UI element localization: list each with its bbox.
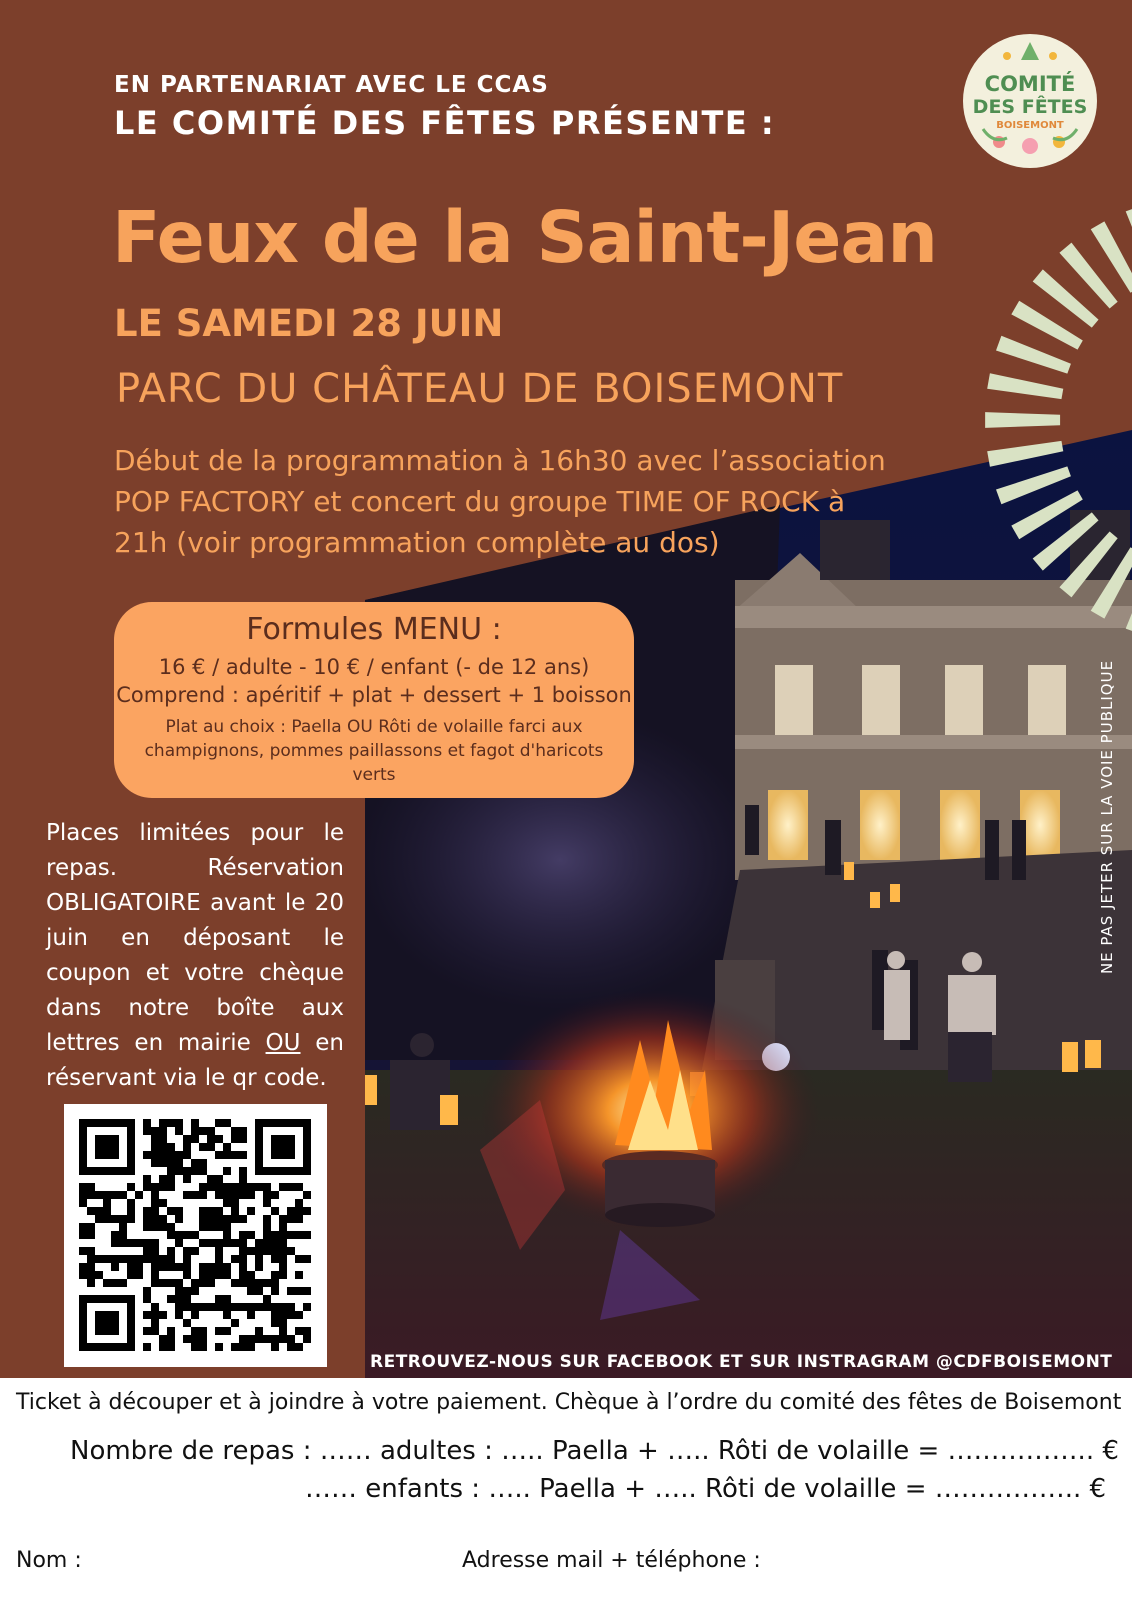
- social-media-line: RETROUVEZ-NOUS SUR FACEBOOK ET SUR INSTRAGRAM @CDFBOISEMONT: [370, 1352, 1113, 1372]
- sunburst-ray: [985, 412, 1060, 428]
- ticket-name-label: Nom :: [16, 1548, 82, 1573]
- sunburst-ray: [996, 336, 1071, 374]
- ticket-intro: Ticket à découper et à joindre à votre paiement. Chèque à l’ordre du comité des fêtes de Boisemont: [16, 1390, 1122, 1415]
- reservation-info: [46, 816, 344, 1096]
- menu-title: Formules MENU :: [246, 612, 502, 647]
- event-title: Feux de la Saint-Jean: [112, 196, 937, 279]
- menu-includes: Comprend : apéritif + plat + dessert + 1 boisson: [116, 683, 632, 707]
- program-description: Début de la programmation à 16h30 avec l’association POP FACTORY et concert du groupe TIME OF ROCK à 21h (voir programmation complète au dos): [114, 444, 886, 559]
- menu-box: [114, 602, 634, 798]
- qr-code-pattern: [64, 1104, 327, 1367]
- sunburst-ray: [987, 373, 1063, 399]
- logo-line2: DES FÊTES: [972, 96, 1088, 118]
- ticket-contact-label: Adresse mail + téléphone :: [462, 1548, 761, 1573]
- event-place: PARC DU CHÂTEAU DE BOISEMONT: [116, 366, 844, 412]
- logo-line1: COMITÉ: [984, 72, 1076, 96]
- ticket-line-adults: Nombre de repas : …… adultes : ….. Paella + ….. Rôti de volaille = …………….. €: [70, 1436, 1119, 1466]
- logo-line3: BOISEMONT: [996, 120, 1064, 131]
- reservation-qr-code[interactable]: [64, 1104, 327, 1367]
- ticket-line-children: …… enfants : ….. Paella + ….. Rôti de volaille = …………….. €: [305, 1474, 1107, 1504]
- reservation-text-after: en réservant via le qr code.: [46, 1030, 344, 1091]
- menu-prices: 16 € / adulte - 10 € / enfant (- de 12 ans): [158, 655, 590, 679]
- presents-line: LE COMITÉ DES FÊTES PRÉSENTE :: [114, 104, 776, 142]
- sunburst-ray: [996, 466, 1071, 504]
- reservation-text-before: Places limitées pour le repas. Réservation OBLIGATOIRE avant le 20 juin en déposant le coupon et votre chèque dans notre boîte aux lettres en mairie: [46, 820, 344, 1056]
- menu-choice: Plat au choix : Paella OU Rôti de volaille farci aux champignons, pommes paillassons et fagot d'haricots verts: [144, 717, 604, 785]
- do-not-litter-note: NE PAS JETER SUR LA VOIE PUBLIQUE: [1098, 659, 1116, 975]
- reservation-emphasis: OU: [265, 1030, 301, 1056]
- sunburst-ray: [987, 441, 1063, 467]
- partner-line: EN PARTENARIAT AVEC LE CCAS: [114, 72, 549, 98]
- event-date: LE SAMEDI 28 JUIN: [114, 302, 504, 345]
- comite-des-fetes-logo: [963, 34, 1097, 168]
